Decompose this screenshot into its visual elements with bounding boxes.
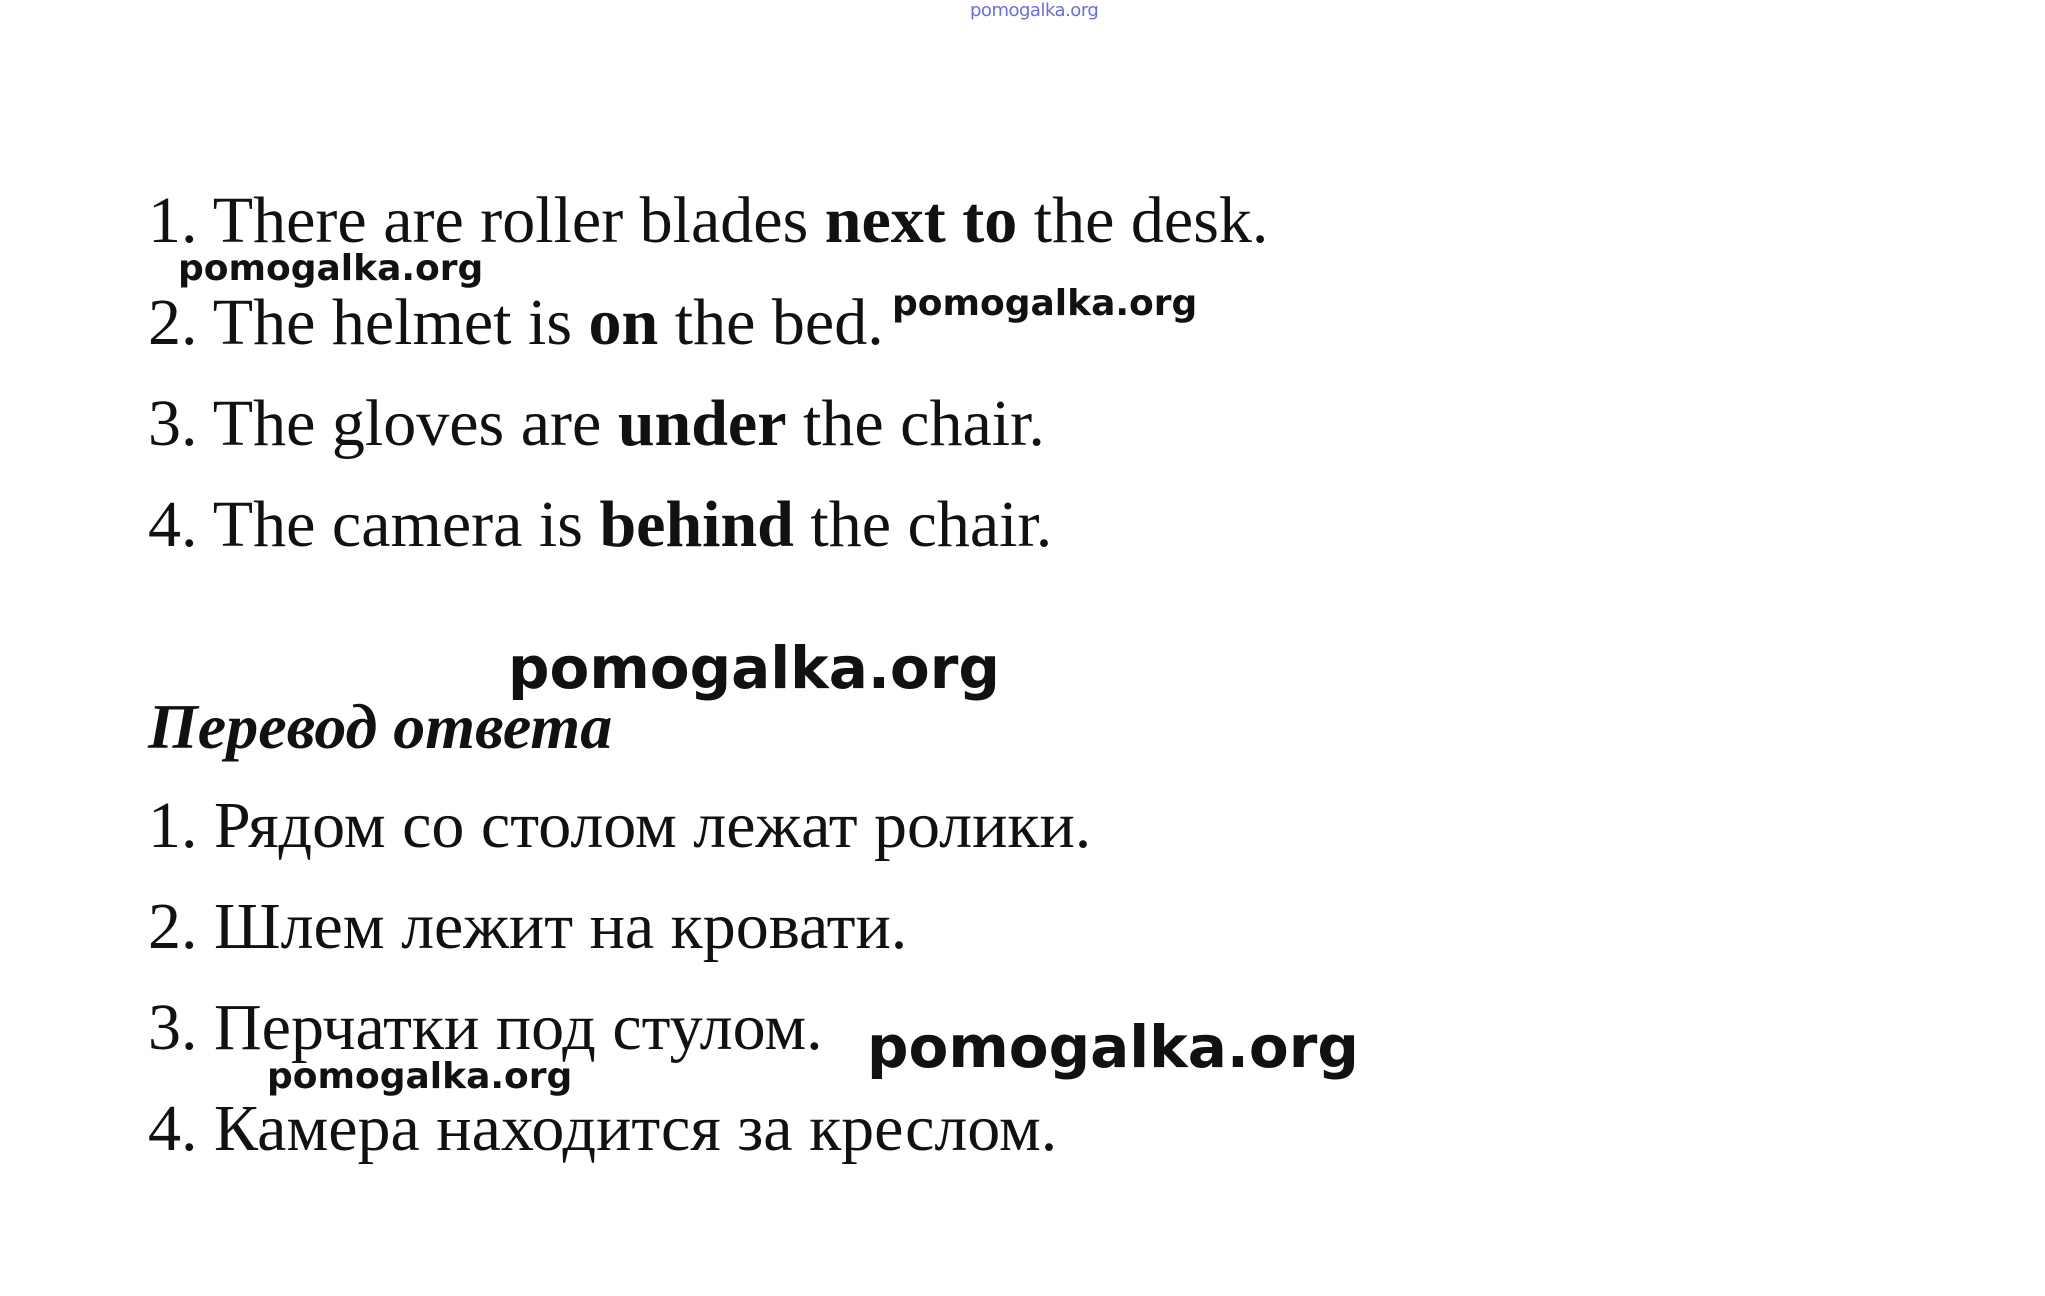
answer-line-4: [148, 488, 1053, 561]
answer-2-after: the bed.: [658, 286, 884, 359]
answer-line-2: [148, 286, 884, 359]
top-watermark: pomogalka.org: [970, 0, 1099, 21]
watermark-2: pomogalka.org: [892, 283, 1198, 324]
answer-line-1: [148, 184, 1269, 257]
translation-line-1: 1. Рядом со столом лежат ролики.: [148, 789, 1092, 862]
translation-heading: Перевод ответа: [148, 691, 613, 762]
watermark-5: pomogalka.org: [267, 1056, 573, 1097]
answer-2-preposition: on: [588, 286, 659, 359]
watermark-4: pomogalka.org: [867, 1013, 1359, 1081]
answer-1-before: 1. There are roller blades: [148, 184, 825, 257]
translation-line-2: 2. Шлем лежит на кровати.: [148, 890, 908, 963]
answer-3-before: 3. The gloves are: [148, 387, 618, 460]
translation-line-4: 4. Камера находится за креслом.: [148, 1092, 1058, 1165]
answer-4-after: the chair.: [793, 488, 1053, 561]
watermark-3: pomogalka.org: [508, 634, 1000, 702]
answer-4-preposition: behind: [599, 488, 794, 561]
answer-1-preposition: next to: [824, 184, 1018, 257]
watermark-1: pomogalka.org: [178, 248, 484, 289]
answer-3-after: the chair.: [786, 387, 1045, 460]
answer-4-before: 4. The camera is: [148, 488, 600, 561]
answer-line-3: [148, 387, 1045, 460]
answer-3-preposition: under: [617, 387, 787, 460]
answer-1-after: the desk.: [1017, 184, 1269, 257]
translation-line-3: 3. Перчатки под стулом.: [148, 991, 823, 1064]
answer-2-before: 2. The helmet is: [148, 286, 589, 359]
